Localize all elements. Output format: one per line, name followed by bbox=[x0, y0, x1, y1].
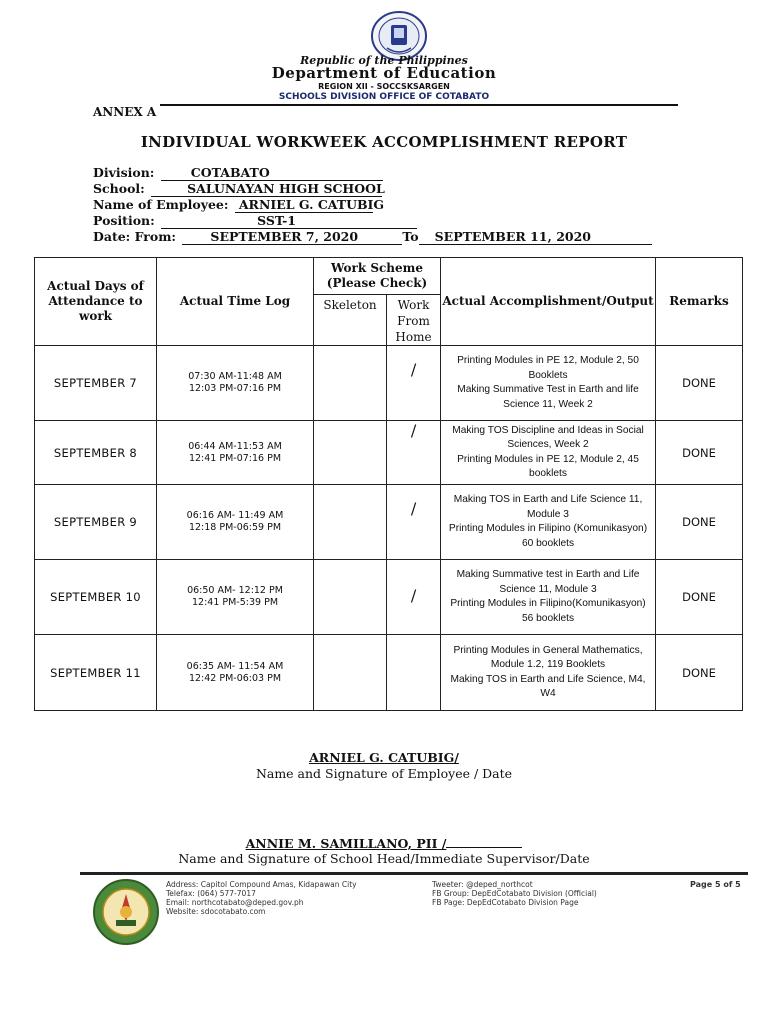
letterhead-division-office: SCHOOLS DIVISION OFFICE OF COTABATO bbox=[278, 92, 490, 102]
table-row bbox=[35, 421, 743, 485]
employee-signature-name: ARNIEL G. CATUBIG/ bbox=[309, 750, 459, 765]
school-field bbox=[93, 181, 385, 197]
school-label: School: bbox=[93, 181, 145, 196]
row-wfh-check: / bbox=[387, 421, 441, 485]
letterhead-republic: Republic of the Philippines bbox=[300, 54, 468, 67]
footer-social bbox=[432, 880, 597, 907]
row-remarks: DONE bbox=[656, 485, 743, 560]
footer-rule bbox=[80, 872, 748, 875]
report-title: INDIVIDUAL WORKWEEK ACCOMPLISHMENT REPORT bbox=[140, 133, 628, 151]
row-skeleton-check bbox=[314, 346, 387, 421]
row-remarks: DONE bbox=[656, 421, 743, 485]
letterhead-department: Department of Education bbox=[271, 64, 497, 82]
date-field bbox=[93, 229, 652, 245]
row-remarks: DONE bbox=[656, 560, 743, 635]
row-time-log: 06:16 AM- 11:49 AM 12:18 PM-06:59 PM bbox=[157, 485, 314, 560]
footer-twitter: Tweeter: @deped_northcot bbox=[432, 880, 533, 889]
footer-telefax: Telefax: (064) 577-7017 bbox=[166, 889, 256, 898]
row-remarks: DONE bbox=[656, 346, 743, 421]
row-accomplishment: Making Summative test in Earth and Life Science 11, Module 3 Printing Modules in Filipino(Komunikasyon) 56 booklets bbox=[441, 560, 656, 635]
letterhead-region: REGION XII - SOCCSKSARGEN bbox=[318, 82, 450, 91]
position-label: Position: bbox=[93, 213, 155, 228]
row-accomplishment: Printing Modules in General Mathematics, Module 1.2, 119 Booklets Making TOS in Earth and Life Science, M4, W4 bbox=[441, 635, 656, 711]
header-work-scheme: Work Scheme (Please Check) bbox=[314, 258, 441, 295]
division-value: COTABATO bbox=[190, 165, 270, 180]
date-from-value: SEPTEMBER 7, 2020 bbox=[210, 229, 359, 244]
row-accomplishment: Making TOS Discipline and Ideas in Social Sciences, Week 2 Printing Modules in PE 12, Module 2, 45 booklets bbox=[441, 421, 656, 485]
row-wfh-check: / bbox=[387, 560, 441, 635]
row-time-log: 06:44 AM-11:53 AM 12:41 PM-07:16 PM bbox=[157, 421, 314, 485]
annex-label: ANNEX A bbox=[93, 105, 157, 119]
row-accomplishment: Making TOS in Earth and Life Science 11, Module 3 Printing Modules in Filipino (Komunikasyon) 60 booklets bbox=[441, 485, 656, 560]
row-time-log: 06:35 AM- 11:54 AM 12:42 PM-06:03 PM bbox=[157, 635, 314, 711]
footer-website: Website: sdocotabato.com bbox=[166, 907, 266, 916]
division-label: Division: bbox=[93, 165, 155, 180]
footer-fb-page: FB Page: DepEdCotabato Division Page bbox=[432, 898, 579, 907]
footer-page-number: Page 5 of 5 bbox=[690, 880, 741, 889]
employee-signature-caption: Name and Signature of Employee / Date bbox=[255, 766, 513, 781]
row-skeleton-check bbox=[314, 560, 387, 635]
position-field bbox=[93, 213, 417, 229]
row-skeleton-check bbox=[314, 421, 387, 485]
date-to-label: To bbox=[402, 229, 419, 244]
table-row bbox=[35, 560, 743, 635]
division-logo bbox=[92, 878, 160, 946]
employee-label: Name of Employee: bbox=[93, 197, 229, 212]
school-value: SALUNAYAN HIGH SCHOOL bbox=[187, 181, 385, 196]
header-time-log: Actual Time Log bbox=[157, 258, 314, 346]
head-signature-caption: Name and Signature of School Head/Immediate Supervisor/Date bbox=[178, 851, 590, 866]
header-rule bbox=[160, 104, 678, 106]
row-time-log: 07:30 AM-11:48 AM 12:03 PM-07:16 PM bbox=[157, 346, 314, 421]
footer-fb-group: FB Group: DepEdCotabato Division (Official) bbox=[432, 889, 597, 898]
row-wfh-check: / bbox=[387, 485, 441, 560]
header-wfh: Work From Home bbox=[387, 295, 441, 346]
row-day: SEPTEMBER 9 bbox=[35, 485, 157, 560]
header-skeleton: Skeleton bbox=[314, 295, 387, 346]
footer-contact bbox=[166, 880, 357, 916]
row-day: SEPTEMBER 10 bbox=[35, 560, 157, 635]
row-wfh-check: / bbox=[387, 346, 441, 421]
accomplishment-table bbox=[34, 257, 743, 711]
table-row bbox=[35, 485, 743, 560]
row-skeleton-check bbox=[314, 635, 387, 711]
date-label: Date: From: bbox=[93, 229, 177, 244]
footer-email: Email: northcotabato@deped.gov.ph bbox=[166, 898, 304, 907]
row-accomplishment: Printing Modules in PE 12, Module 2, 50 Booklets Making Summative Test in Earth and life Science 11, Week 2 bbox=[441, 346, 656, 421]
row-time-log: 06:50 AM- 12:12 PM 12:41 PM-5:39 PM bbox=[157, 560, 314, 635]
division-field bbox=[93, 165, 383, 181]
employee-field bbox=[93, 197, 385, 213]
header-remarks: Remarks bbox=[656, 258, 743, 346]
row-remarks: DONE bbox=[656, 635, 743, 711]
position-value: SST-1 bbox=[257, 213, 297, 228]
row-day: SEPTEMBER 11 bbox=[35, 635, 157, 711]
date-to-value: SEPTEMBER 11, 2020 bbox=[434, 229, 591, 244]
table-row bbox=[35, 346, 743, 421]
row-wfh-check bbox=[387, 635, 441, 711]
header-accomplishment: Actual Accomplishment/Output bbox=[441, 258, 656, 346]
row-day: SEPTEMBER 8 bbox=[35, 421, 157, 485]
row-skeleton-check bbox=[314, 485, 387, 560]
footer-address: Address: Capitol Compound Amas, Kidapawan City bbox=[166, 880, 357, 889]
table-row bbox=[35, 635, 743, 711]
head-signature-line bbox=[0, 836, 768, 851]
row-day: SEPTEMBER 7 bbox=[35, 346, 157, 421]
header-days: Actual Days of Attendance to work bbox=[35, 258, 157, 346]
head-signature-name: ANNIE M. SAMILLANO, PII / bbox=[245, 836, 447, 851]
employee-value: ARNIEL G. CATUBIG bbox=[238, 197, 385, 212]
